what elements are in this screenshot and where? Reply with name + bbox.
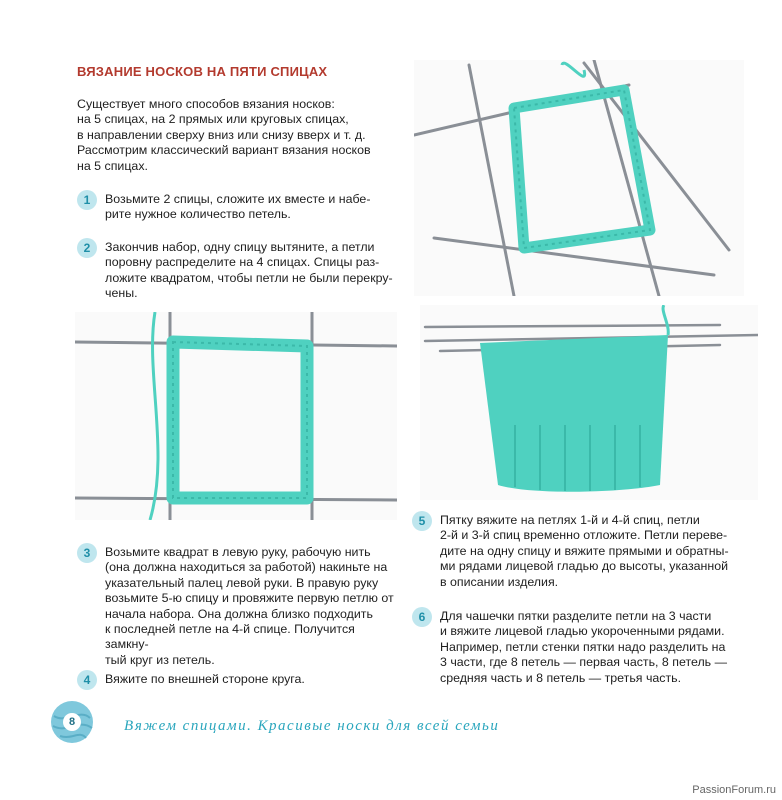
intro-paragraph: Существует много способов вязания носков: на 5 спицах, на 2 прямых или круговых спицах, в направлении сверху вниз или снизу вверх и т. д. Рассмотрим классический вариант вязания носков на 5 спицах.: [77, 97, 371, 173]
watermark: PassionForum.ru: [692, 784, 776, 796]
step-number-badge: 1: [77, 190, 97, 210]
step-text: Закончив набор, одну спицу вытяните, а петли поровну распределите на 4 спицах. Спицы раз- ложите квадратом, чтобы петли не были перекру- чены.: [105, 240, 393, 301]
step-1: [77, 190, 397, 236]
page-number: 8: [63, 713, 81, 731]
photo-needles-square: [75, 312, 397, 520]
step-3: [77, 543, 397, 667]
step-5: [412, 511, 732, 589]
step-number-badge: 3: [77, 543, 97, 563]
knitting-square-illustration: [414, 60, 744, 296]
photo-knitted-piece: [420, 305, 758, 500]
step-6: [412, 607, 732, 685]
step-text: Вяжите по внешней стороне круга.: [105, 672, 305, 686]
step-number-badge: 6: [412, 607, 432, 627]
step-text: Возьмите квадрат в левую руку, рабочую нить (она должна находиться за работой) накиньте на указательный палец левой руки. В правую руку возьмите 5-ю спицу и провяжите первую петлю от начала набора. Она должна близко подходить к последней петле на 4-й спице. Получится замкну- тый круг из петель.: [105, 545, 394, 667]
step-text: Возьмите 2 спицы, сложите их вместе и набе- рите нужное количество петель.: [105, 192, 371, 222]
step-2: [77, 238, 397, 301]
page-title: ВЯЗАНИЕ НОСКОВ НА ПЯТИ СПИЦАХ: [77, 64, 328, 79]
photo-cast-on-square: [414, 60, 744, 296]
step-number-badge: 2: [77, 238, 97, 258]
step-number-badge: 5: [412, 511, 432, 531]
knitting-square-illustration: [75, 312, 397, 520]
step-text: Пятку вяжите на петлях 1-й и 4-й спиц, петли 2-й и 3-й спиц временно отложите. Петли переве- дите на одну спицу и вяжите прямыми и обратны- ми рядами лицевой гладью до высоты, указанной в описании изделия.: [440, 513, 729, 589]
knitted-fabric-illustration: [420, 305, 758, 500]
step-number-badge: 4: [77, 670, 97, 690]
book-title: Вяжем спицами. Красивые носки для всей семьи: [124, 718, 500, 734]
step-text: Для чашечки пятки разделите петли на 3 части и вяжите лицевой гладью укороченными рядами. Например, петли стенки пятки надо разделить на 3 части, где 8 петель — первая часть, 8 петель — средняя часть и 8 петель — третья часть.: [440, 609, 727, 685]
step-4: [77, 670, 397, 716]
